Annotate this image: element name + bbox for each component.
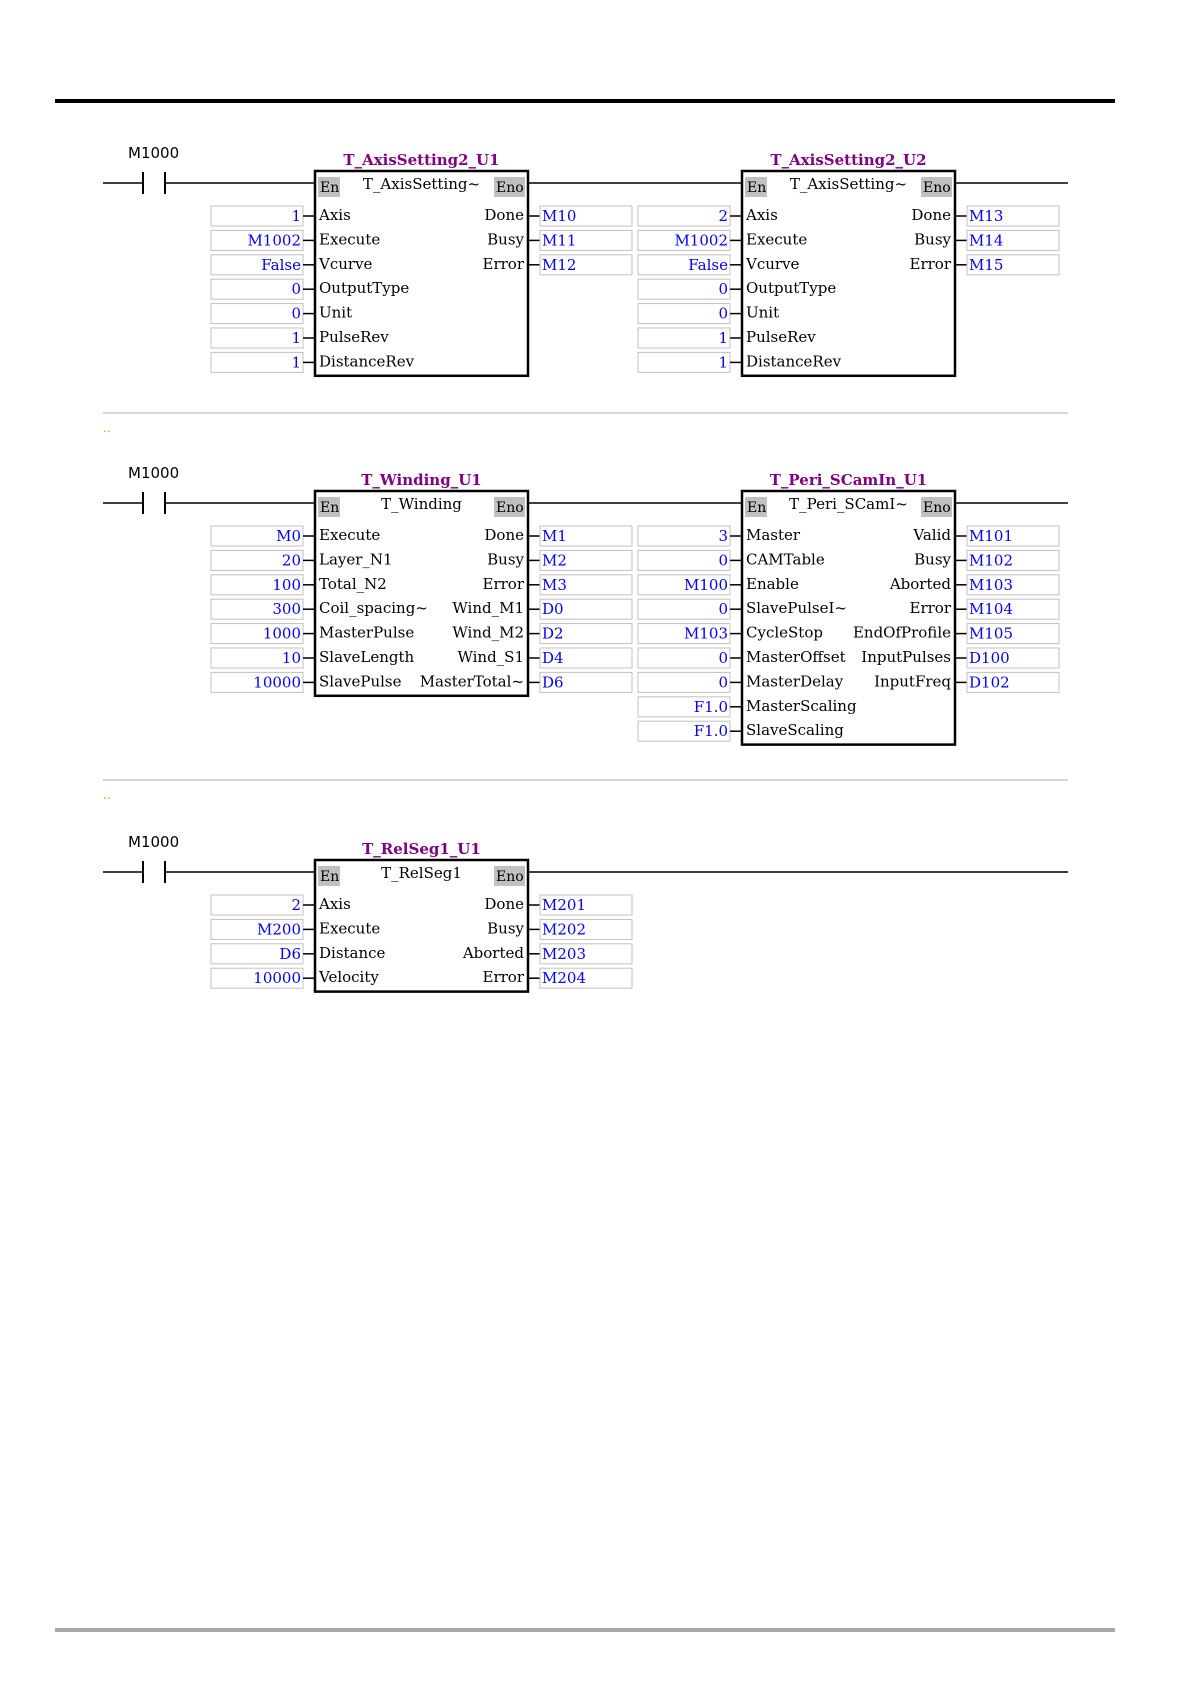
input-value-field[interactable] (638, 279, 730, 299)
input-value-field[interactable] (211, 328, 303, 348)
output-value: M1 (542, 527, 567, 545)
input-value: 10 (281, 649, 301, 667)
input-pin-execute[interactable] (638, 230, 807, 250)
input-pin-distancerev[interactable] (211, 352, 415, 372)
output-value: D2 (542, 624, 564, 643)
output-pin-busy[interactable] (487, 550, 632, 570)
input-value: 1 (718, 329, 728, 347)
output-pin-done[interactable] (911, 206, 1059, 226)
input-value-field[interactable] (211, 304, 303, 324)
output-pin-name: MasterTotal~ (419, 672, 524, 691)
output-pin-name: Busy (487, 550, 524, 569)
output-pin-wind-m2[interactable] (452, 624, 632, 644)
output-pin-error[interactable] (910, 599, 1060, 619)
block-type-label: T_AxisSetting~ (362, 175, 481, 193)
input-pin-name: Axis (746, 206, 778, 224)
output-value: D4 (542, 649, 564, 667)
output-value: M13 (969, 207, 1004, 225)
input-value: 1000 (262, 624, 301, 643)
block-instance-name: T_AxisSetting2_U1 (343, 151, 500, 169)
input-pin-name: SlaveScaling (746, 721, 844, 740)
input-pin-outputtype[interactable] (638, 279, 836, 299)
input-value: M100 (684, 575, 728, 594)
input-pin-unit[interactable] (211, 304, 352, 324)
input-value-field[interactable] (211, 895, 303, 915)
input-pin-name: Execute (319, 526, 381, 544)
input-value-field[interactable] (638, 672, 730, 692)
input-value: D6 (279, 944, 301, 963)
input-pin-name: MasterPulse (319, 623, 415, 642)
output-value: M201 (542, 896, 586, 914)
input-pin-name: Vcurve (746, 254, 800, 273)
output-pin-name: Error (909, 599, 951, 618)
input-pin-cyclestop[interactable] (638, 624, 823, 644)
output-pin-name: Wind_M2 (452, 623, 524, 642)
input-pin-enable[interactable] (638, 575, 799, 595)
output-pin-busy[interactable] (487, 919, 632, 939)
output-value: M102 (969, 551, 1013, 570)
output-pin-name: InputFreq (874, 672, 951, 691)
input-value-field[interactable] (211, 279, 303, 299)
input-value: 1 (291, 207, 301, 225)
block-instance-name: T_AxisSetting2_U2 (770, 151, 927, 169)
eno-label: Eno (496, 500, 524, 516)
output-pin-name: EndOfProfile (852, 623, 951, 642)
output-value: M2 (542, 551, 567, 570)
input-pin-execute[interactable] (211, 919, 380, 939)
block-type-label: T_RelSeg1 (381, 864, 462, 882)
output-pin-done[interactable] (484, 206, 632, 226)
input-pin-layer-n1[interactable] (211, 550, 393, 570)
output-pin-name: Aborted (889, 574, 951, 593)
input-value: 10000 (253, 673, 301, 692)
input-pin-name: OutputType (746, 279, 837, 298)
input-pin-velocity[interactable] (211, 968, 379, 988)
input-pin-name: Execute (746, 230, 808, 249)
block-instance-name: T_Winding_U1 (361, 471, 482, 489)
input-pin-execute[interactable] (211, 526, 380, 546)
en-label: En (320, 180, 340, 196)
contact-label: M1000 (128, 144, 180, 162)
input-pin-distance[interactable] (211, 944, 386, 964)
input-value: 0 (291, 304, 301, 323)
input-value-field[interactable] (638, 526, 730, 546)
input-value: M103 (684, 624, 728, 643)
input-pin-name: DistanceRev (319, 352, 415, 371)
en-label: En (320, 869, 340, 885)
input-pin-name: MasterDelay (746, 672, 844, 691)
eno-label: Eno (496, 180, 524, 196)
output-value: D102 (969, 673, 1010, 692)
output-value: M11 (542, 231, 577, 250)
input-value: 3 (718, 527, 728, 545)
output-pin-error[interactable] (483, 575, 633, 595)
output-pin-inputfreq[interactable] (874, 672, 1059, 692)
input-pin-name: OutputType (319, 279, 410, 298)
input-value: 0 (718, 304, 728, 323)
input-pin-name: PulseRev (319, 328, 389, 346)
output-value: M105 (969, 624, 1013, 643)
input-pin-name: Execute (319, 919, 381, 938)
block-type-label: T_AxisSetting~ (789, 175, 908, 193)
input-value-field[interactable] (638, 352, 730, 372)
rung-dots: .. (103, 788, 111, 802)
input-value: 1 (291, 329, 301, 347)
output-value: M204 (542, 969, 586, 988)
input-pin-camtable[interactable] (638, 550, 825, 570)
output-pin-error[interactable] (483, 255, 633, 275)
output-pin-aborted[interactable] (889, 575, 1059, 595)
input-pin-unit[interactable] (638, 304, 779, 324)
output-pin-busy[interactable] (914, 550, 1059, 570)
input-value: False (261, 255, 301, 274)
output-pin-name: Error (482, 968, 524, 987)
block-instance-name: T_Peri_SCamIn_U1 (769, 471, 928, 489)
output-value: M104 (969, 600, 1013, 619)
output-value: M202 (542, 920, 586, 939)
eno-label: Eno (923, 180, 951, 196)
input-value-field[interactable] (638, 206, 730, 226)
output-pin-done[interactable] (484, 895, 632, 915)
output-pin-name: Error (482, 574, 524, 593)
input-value-field[interactable] (211, 206, 303, 226)
input-pin-name: Master (746, 526, 801, 544)
output-pin-name: Busy (914, 550, 951, 569)
block-type-label: T_Peri_SCamI~ (789, 495, 908, 513)
output-pin-error[interactable] (483, 968, 633, 988)
input-value: 0 (718, 673, 728, 692)
input-value: 2 (718, 207, 728, 225)
output-pin-busy[interactable] (914, 230, 1059, 250)
output-pin-name: Done (484, 895, 524, 913)
block-instance-name: T_RelSeg1_U1 (362, 840, 481, 858)
input-pin-pulserev[interactable] (638, 328, 816, 348)
input-pin-distancerev[interactable] (638, 352, 842, 372)
input-pin-axis[interactable] (211, 895, 351, 915)
output-value: M203 (542, 944, 586, 963)
input-pin-name: PulseRev (746, 328, 816, 346)
input-pin-total-n2[interactable] (211, 575, 387, 595)
input-pin-name: CAMTable (746, 550, 825, 569)
input-pin-name: Axis (319, 206, 351, 224)
input-value: 0 (718, 649, 728, 667)
input-value: 2 (291, 896, 301, 914)
contact-label: M1000 (128, 833, 180, 851)
output-value: M14 (969, 231, 1004, 250)
output-value: D0 (542, 600, 564, 619)
output-pin-name: Busy (487, 919, 524, 938)
output-pin-inputpulses[interactable] (861, 648, 1059, 668)
output-pin-wind-s1[interactable] (457, 648, 632, 668)
rung-dots: .. (103, 421, 111, 435)
function-block[interactable] (638, 471, 1059, 745)
output-pin-name: Done (911, 206, 951, 224)
input-value-field[interactable] (638, 648, 730, 668)
input-value: 1 (291, 353, 301, 372)
block-type-label: T_Winding (381, 495, 462, 513)
output-pin-name: Done (484, 526, 524, 544)
input-pin-axis[interactable] (638, 206, 778, 226)
input-value: 300 (272, 600, 301, 619)
input-value-field[interactable] (638, 304, 730, 324)
output-pin-wind-m1[interactable] (452, 599, 632, 619)
input-value: 20 (281, 551, 301, 570)
input-pin-masterpulse[interactable] (211, 624, 414, 644)
output-pin-name: Error (909, 254, 951, 273)
output-pin-done[interactable] (484, 526, 632, 546)
function-block[interactable] (211, 840, 632, 992)
input-value: M0 (276, 527, 301, 545)
output-pin-name: Valid (913, 526, 951, 544)
input-pin-slavepulse[interactable] (211, 672, 402, 692)
eno-label: Eno (923, 500, 951, 516)
rung-3 (103, 833, 1068, 992)
input-pin-name: Vcurve (319, 254, 373, 273)
contact-label: M1000 (128, 464, 180, 482)
en-label: En (747, 500, 767, 516)
output-value: D100 (969, 649, 1010, 667)
input-value: 0 (291, 280, 301, 299)
input-pin-name: MasterOffset (746, 648, 846, 666)
input-pin-name: Total_N2 (319, 574, 387, 593)
input-pin-master[interactable] (638, 526, 801, 546)
output-pin-name: Aborted (462, 943, 524, 962)
input-pin-name: Unit (319, 303, 353, 322)
input-pin-name: MasterScaling (746, 696, 857, 715)
input-value-field[interactable] (638, 328, 730, 348)
input-pin-masterscaling[interactable] (638, 697, 857, 717)
eno-label: Eno (496, 869, 524, 885)
input-value: False (688, 255, 728, 274)
output-value: M103 (969, 575, 1013, 594)
rung-2 (103, 464, 1068, 802)
input-value: M1002 (247, 231, 301, 250)
output-pin-name: Done (484, 206, 524, 224)
input-value-field[interactable] (211, 352, 303, 372)
input-pin-name: CycleStop (746, 623, 823, 642)
input-value: F1.0 (693, 697, 728, 716)
output-value: M12 (542, 255, 577, 274)
input-pin-name: Axis (319, 895, 351, 913)
input-pin-vcurve[interactable] (638, 255, 800, 275)
input-pin-execute[interactable] (211, 230, 380, 250)
output-pin-name: Wind_S1 (457, 648, 524, 666)
input-pin-name: Enable (746, 574, 799, 593)
input-pin-outputtype[interactable] (211, 279, 409, 299)
input-value: 1 (718, 353, 728, 372)
input-pin-axis[interactable] (211, 206, 351, 226)
output-pin-name: Error (482, 254, 524, 273)
input-value: 10000 (253, 969, 301, 988)
output-value: M15 (969, 255, 1004, 274)
input-pin-name: DistanceRev (746, 352, 842, 371)
en-label: En (320, 500, 340, 516)
input-pin-name: SlaveLength (319, 648, 415, 666)
input-pin-name: SlavePulse (319, 672, 402, 691)
input-pin-name: Coil_spacing~ (319, 599, 428, 618)
input-pin-name: SlavePulseI~ (746, 599, 847, 618)
input-value-field[interactable] (638, 599, 730, 619)
output-pin-error[interactable] (910, 255, 1060, 275)
function-block[interactable] (211, 151, 632, 376)
input-value: 0 (718, 551, 728, 570)
input-pin-name: Distance (319, 943, 386, 962)
input-pin-name: Execute (319, 230, 381, 249)
input-pin-pulserev[interactable] (211, 328, 389, 348)
output-pin-valid[interactable] (912, 526, 1059, 546)
input-pin-coil-spacing-[interactable] (211, 599, 428, 619)
input-value: 100 (272, 575, 301, 594)
input-value: 0 (718, 280, 728, 299)
rung-1 (103, 144, 1068, 435)
input-pin-name: Velocity (319, 968, 379, 987)
function-block[interactable] (638, 151, 1059, 376)
output-pin-name: Busy (487, 230, 524, 249)
output-value: M10 (542, 207, 577, 225)
output-pin-name: InputPulses (861, 648, 951, 666)
input-pin-name: Layer_N1 (319, 550, 393, 569)
input-value: M1002 (674, 231, 728, 250)
function-block[interactable] (211, 471, 632, 696)
output-value: M3 (542, 575, 567, 594)
en-label: En (747, 180, 767, 196)
output-pin-name: Wind_M1 (452, 599, 524, 618)
input-value-field[interactable] (638, 550, 730, 570)
input-pin-vcurve[interactable] (211, 255, 373, 275)
output-pin-aborted[interactable] (462, 944, 632, 964)
input-pin-slavelength[interactable] (211, 648, 414, 668)
output-pin-busy[interactable] (487, 230, 632, 250)
output-value: D6 (542, 673, 564, 692)
output-value: M101 (969, 527, 1013, 545)
input-value: F1.0 (693, 722, 728, 741)
output-pin-name: Busy (914, 230, 951, 249)
input-pin-name: Unit (746, 303, 780, 322)
input-value: M200 (257, 920, 301, 939)
input-value: 0 (718, 600, 728, 619)
